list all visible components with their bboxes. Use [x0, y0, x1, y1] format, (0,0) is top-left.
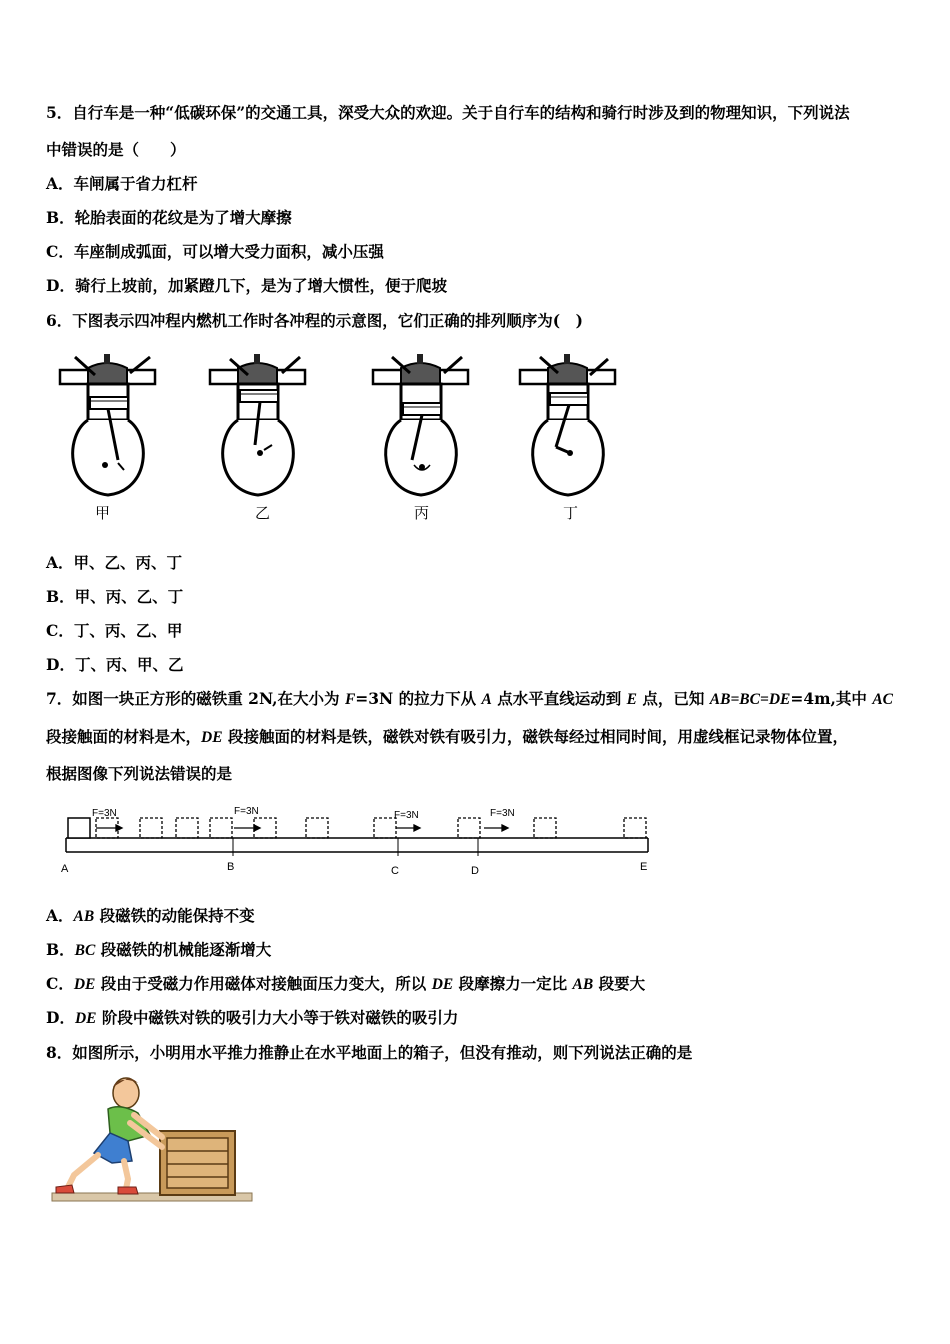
q5-option-b: B．轮胎表面的花纹是为了增大摩擦	[46, 208, 292, 227]
q6-option-a: A．甲、乙、丙、丁	[46, 553, 183, 572]
q7-stem-line2: 段接触面的材料是木，DE 段接触面的材料是铁，磁铁对铁有吸引力，磁铁每经过相同时间，用虚线框记录物体位置，	[46, 727, 848, 746]
q6-option-b: B．甲、丙、乙、丁	[46, 587, 184, 606]
q8-stem: 8．如图所示，小明用水平推力推静止在水平地面上的箱子，但没有推动，则下列说法正确的是	[46, 1043, 693, 1062]
force-arrows	[96, 825, 508, 831]
q5-stem-line2: 中错误的是（ ）	[46, 140, 186, 159]
engine-label-bing: 丙	[414, 504, 430, 522]
q7-stem-line1: 7．如图一块正方形的磁铁重 2N,在大小为 F=3N 的拉力下从 A 点水平直线运动到 E 点，已知 AB=BC=DE=4m,其中 AC	[46, 689, 894, 708]
magnet-block	[68, 818, 90, 838]
boy-pushing-box-figure	[50, 1075, 255, 1210]
point-c-label: C	[391, 865, 399, 877]
force-label-1: F=3N	[92, 808, 117, 819]
force-label-2: F=3N	[234, 806, 259, 817]
q5-stem-line1: 5．自行车是一种“低碳环保”的交通工具，深受大众的欢迎。关于自行车的结构和骑行时涉及到的物理知识，下列说法	[46, 103, 850, 122]
force-label-4: F=3N	[490, 808, 515, 819]
q7-option-d: D．DE 阶段中磁铁对铁的吸引力大小等于铁对磁铁的吸引力	[46, 1008, 459, 1027]
engine-bing	[373, 354, 468, 495]
q5-option-c: C．车座制成弧面，可以增大受力面积，减小压强	[46, 242, 384, 261]
force-label-3: F=3N	[394, 810, 419, 821]
engine-label-ding: 丁	[563, 504, 579, 522]
wooden-box	[160, 1131, 235, 1195]
q7-stem-line3: 根据图像下列说法错误的是	[46, 764, 233, 783]
position-frames	[96, 818, 646, 838]
engine-yi	[210, 354, 305, 495]
q5-option-d: D．骑行上坡前，加紧蹬几下，是为了增大惯性，便于爬坡	[46, 276, 447, 295]
engine-label-jia: 甲	[95, 504, 111, 522]
engine-ding	[520, 354, 615, 495]
boy-figure	[56, 1078, 162, 1194]
engine-jia	[60, 354, 155, 495]
q7-option-a: A．AB 段磁铁的动能保持不变	[46, 906, 255, 925]
point-e-label: E	[640, 861, 648, 873]
point-a-label: A	[61, 863, 69, 875]
magnet-motion-figure	[58, 800, 663, 885]
q7-option-b: B．BC 段磁铁的机械能逐渐增大	[46, 940, 272, 959]
q6-option-c: C．丁、丙、乙、甲	[46, 621, 183, 640]
engine-label-yi: 乙	[255, 504, 271, 522]
q6-option-d: D．丁、丙、甲、乙	[46, 655, 184, 674]
q6-stem: 6．下图表示四冲程内燃机工作时各冲程的示意图，它们正确的排列顺序为( )	[46, 311, 583, 330]
point-b-label: B	[227, 861, 235, 873]
q7-option-c: C．DE 段由于受磁力作用磁体对接触面压力变大，所以 DE 段摩擦力一定比 AB 段要大	[46, 974, 646, 993]
point-d-label: D	[471, 865, 479, 877]
engine-strokes-figure	[50, 345, 640, 530]
q5-option-a: A．车闸属于省力杠杆	[46, 174, 198, 193]
